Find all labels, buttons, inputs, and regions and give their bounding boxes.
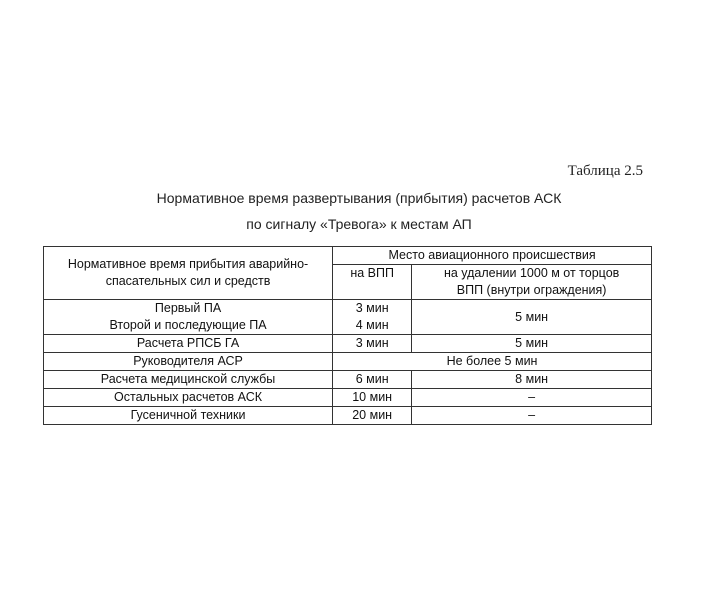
header-row-1 <box>44 247 652 265</box>
row-runway-value-2: 4 мин <box>355 318 389 332</box>
row-runway-value: 6 мин <box>333 371 412 389</box>
header-col-distance <box>412 265 652 300</box>
norms-table <box>43 246 652 425</box>
row-name: Расчета РПСБ ГА <box>44 335 333 353</box>
row-runway-value: 20 мин <box>333 407 412 425</box>
table-caption: Таблица 2.5 <box>567 163 643 179</box>
header-col-runway: на ВПП <box>333 265 412 300</box>
row-runway-value: 3 мин <box>333 335 412 353</box>
row-runway-value-1: 3 мин <box>355 301 389 315</box>
table-row <box>44 389 652 407</box>
row-runway-value: 10 мин <box>333 389 412 407</box>
table-title-line-1: Нормативное время развертывания (прибытия) расчетов АСК <box>156 190 562 206</box>
table-row <box>44 353 652 371</box>
row-distance-value: 5 мин <box>412 335 652 353</box>
table-row <box>44 407 652 425</box>
table-title-line-2: по сигналу «Тревога» к местам АП <box>246 216 472 232</box>
header-col-forces-line-2: спасательных сил и средств <box>105 274 271 288</box>
row-distance-value: 8 мин <box>412 371 652 389</box>
row-distance-value: – <box>412 407 652 425</box>
row-name: Расчета медицинской службы <box>44 371 333 389</box>
row-name: Руководителя АСР <box>44 353 333 371</box>
header-group-location: Место авиационного происшествия <box>333 247 652 265</box>
row-runway-value <box>333 300 412 335</box>
header-col-forces-line-1: Нормативное время прибытия аварийно- <box>67 257 309 271</box>
row-name-line-1: Первый ПА <box>154 301 222 315</box>
header-col-forces <box>44 247 333 300</box>
header-col-distance-line-2: ВПП (внутри ограждения) <box>456 283 607 297</box>
table-row <box>44 300 652 335</box>
row-name-line-2: Второй и последующие ПА <box>109 318 267 332</box>
row-distance-value: – <box>412 389 652 407</box>
table-row <box>44 371 652 389</box>
header-col-distance-line-1: на удалении 1000 м от торцов <box>443 266 620 280</box>
row-name: Остальных расчетов АСК <box>44 389 333 407</box>
row-name: Гусеничной техники <box>44 407 333 425</box>
row-merged-value: Не более 5 мин <box>333 353 652 371</box>
table-row <box>44 335 652 353</box>
row-name <box>44 300 333 335</box>
row-distance-value: 5 мин <box>412 300 652 335</box>
